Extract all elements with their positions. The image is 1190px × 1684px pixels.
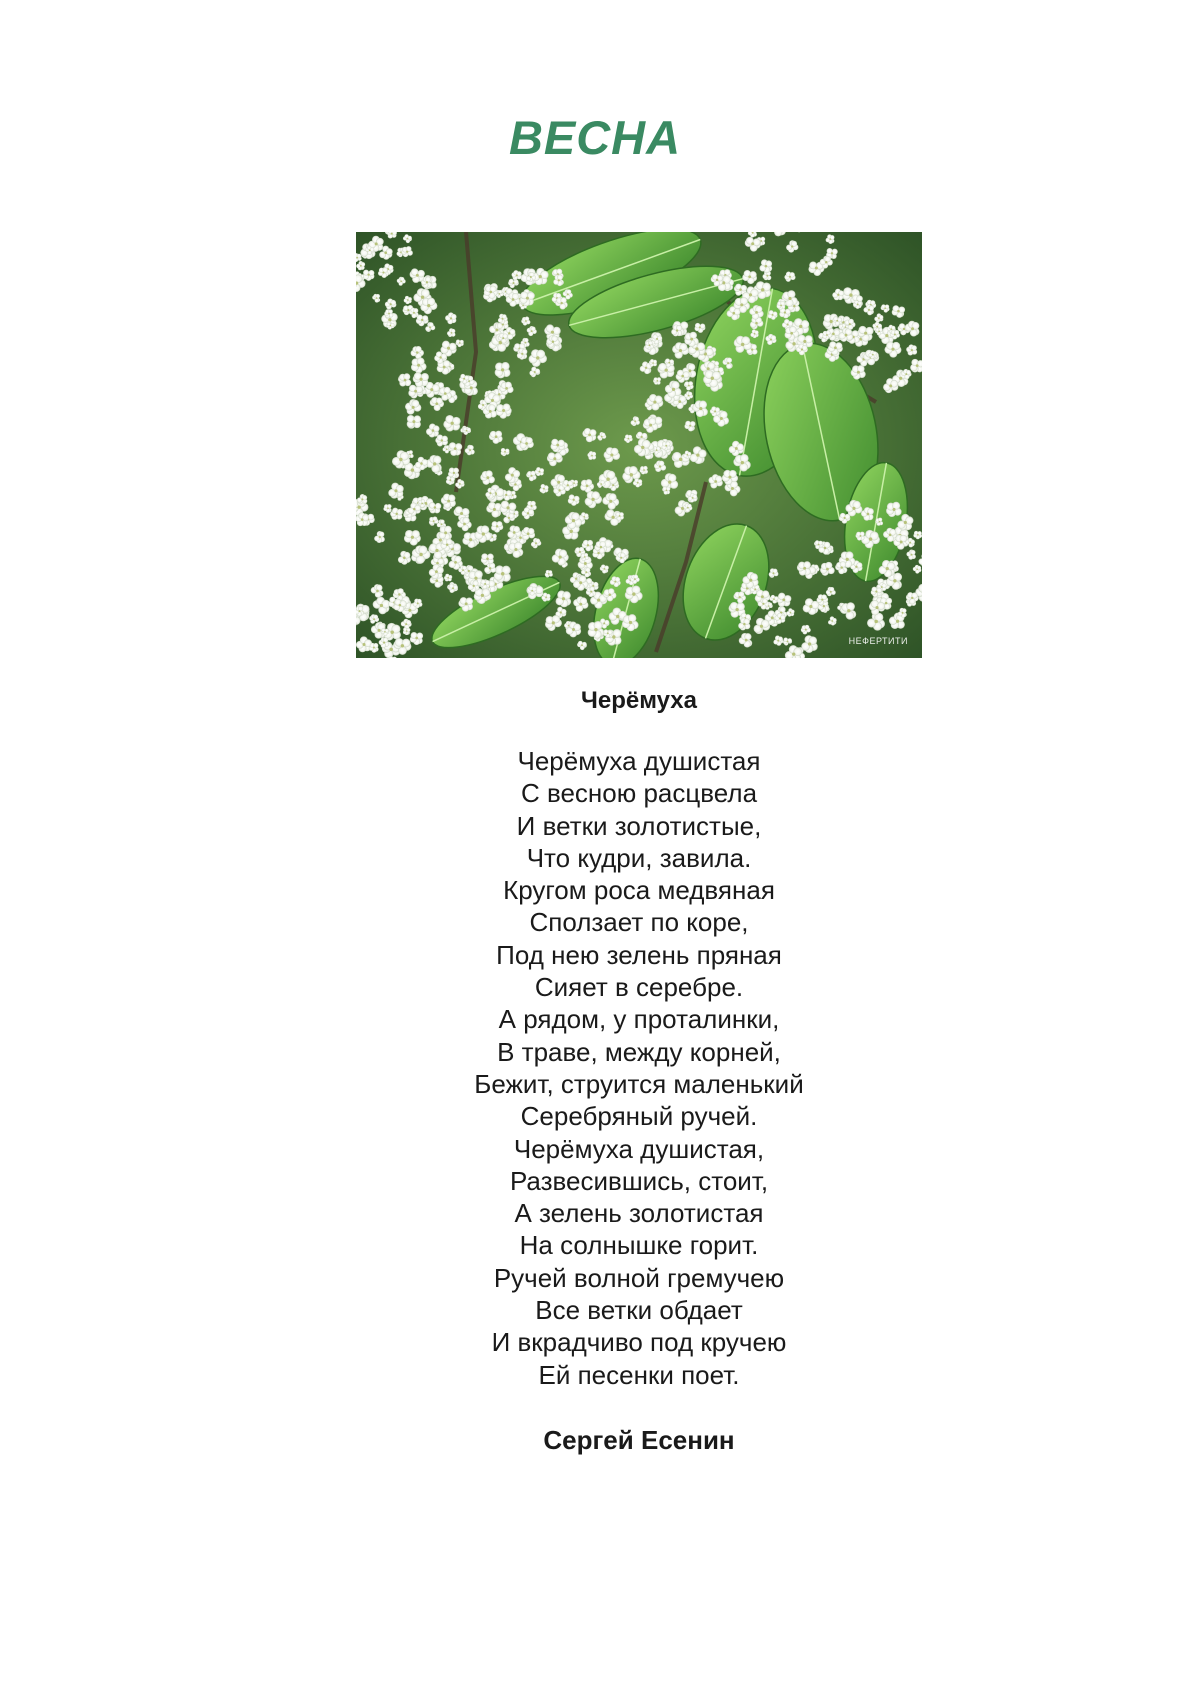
poem-line: Что кудри, завила. [526, 842, 752, 873]
poem-line: Сползает по коре, [529, 907, 749, 938]
flower [910, 359, 922, 373]
poem-line: И вкрадчиво под кручею [491, 1327, 787, 1358]
flower [494, 565, 511, 582]
flower [886, 502, 902, 517]
poem-title: Черёмуха [581, 687, 697, 714]
poem-line: Под нею зелень пряная [496, 939, 782, 970]
poem-line: С весною расцвела [520, 778, 758, 809]
flower [384, 309, 393, 318]
flower [553, 275, 564, 286]
poem-line: И ветки золотистые, [516, 810, 762, 841]
poem-line: Бежит, струится маленький [474, 1068, 804, 1099]
flower [545, 570, 553, 578]
flower [401, 246, 413, 257]
poem-line: А зелень золотистая [514, 1198, 764, 1229]
flower [403, 628, 410, 636]
watermark: НЕФЕРТИТИ [848, 636, 908, 646]
bird-cherry-photo [356, 232, 922, 658]
flower [356, 606, 364, 616]
flower [556, 591, 571, 608]
poem-line: Кругом роса медвяная [503, 875, 775, 906]
poem-line: На солнышке горит. [519, 1230, 759, 1261]
poem-line: Все ветки обдает [535, 1295, 743, 1326]
poem-line: Черёмуха душистая, [513, 1133, 765, 1164]
poem-line: Серебряный ручей. [520, 1101, 758, 1132]
poem-line: Развесившись, стоит, [509, 1165, 769, 1196]
flower [398, 373, 411, 386]
poem-line: В траве, между корней, [497, 1036, 781, 1067]
poem-line: Черёмуха душистая [517, 746, 761, 776]
poem-text [0, 745, 1190, 1391]
flower [446, 476, 455, 485]
poem-line: Ей песенки поет. [538, 1359, 740, 1390]
poem-author: Сергей Есенин [543, 1425, 735, 1455]
flower [439, 526, 452, 541]
flower [443, 415, 460, 431]
poem-line: Сияет в серебре. [534, 972, 744, 1003]
flower [588, 621, 604, 639]
flower [759, 259, 772, 273]
flower [407, 415, 421, 429]
poem-line: А рядом, у проталинки, [498, 1004, 780, 1035]
flower [435, 434, 448, 446]
poem-line: Ручей волной гремучею [493, 1262, 785, 1293]
flower [428, 502, 441, 513]
blossom-illustration [356, 232, 922, 658]
flower [495, 362, 511, 378]
page-title: ВЕСНА [508, 111, 682, 164]
